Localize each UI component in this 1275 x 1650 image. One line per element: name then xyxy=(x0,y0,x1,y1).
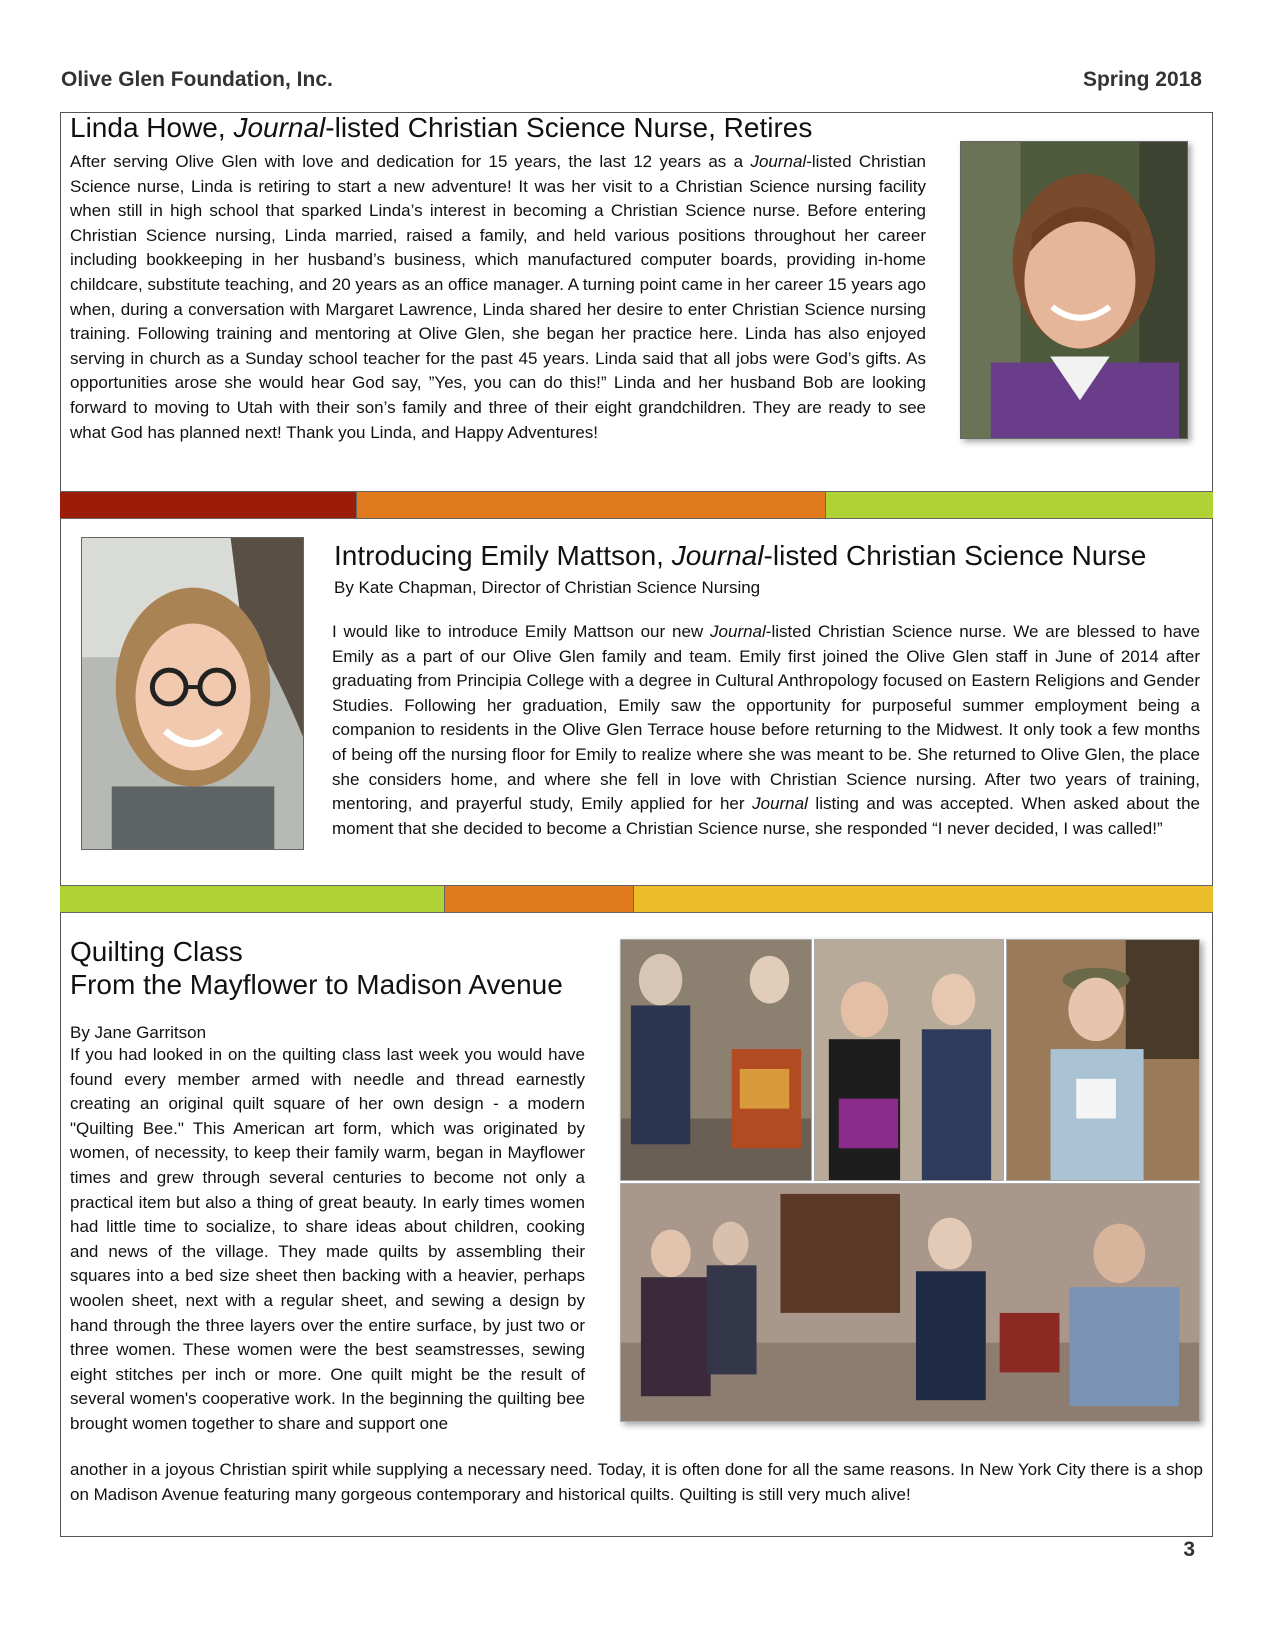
article1-title: Linda Howe, Journal-listed Christian Science Nurse, Retires xyxy=(70,112,813,143)
band-segment-orange xyxy=(357,492,825,518)
quilting-photo-4 xyxy=(620,1183,1200,1422)
page-number: 3 xyxy=(1183,1538,1195,1561)
color-band-1 xyxy=(60,491,1213,519)
quilting-class-photo-collage xyxy=(620,939,1200,1422)
band-segment-lime xyxy=(60,886,445,912)
article2-byline: By Kate Chapman, Director of Christian Science Nursing xyxy=(334,578,761,597)
quilting-photo-2 xyxy=(814,939,1004,1181)
linda-howe-photo xyxy=(960,141,1188,439)
newsletter-org-name: Olive Glen Foundation, Inc. xyxy=(61,68,333,91)
color-band-2 xyxy=(60,885,1213,913)
article3-byline: By Jane Garritson xyxy=(70,1023,207,1042)
article1-body: After serving Olive Glen with love and dedication for 15 years, the last 12 years as a Journal-listed Christian Science nurse, Linda is retiring to start a new adventure! It was her visit to a Christian Science nursing facility when still in high school that sparked Linda’s interest in becoming a Christian Science nurse. Before entering Christian Science nursing, Linda married, raised a family, and held various positions throughout her career including bookkeeping in her husband’s business, which manufactured computer boards, providing in-home childcare, substitute teaching, and 20 years as an office manager. A turning point came in her career 15 years ago when, during a conversation with Margaret Lawrence, Linda shared her desire to enter Christian Science nursing training. Following training and mentoring at Olive Glen, she began her practice here. Linda has also enjoyed serving in church as a Sunday school teacher for the past 45 years. Linda said that all jobs were God’s gifts. As opportunities arose she would hear God say, ”Yes, you can do this!” Linda and her husband Bob are looking forward to moving to Utah with their son’s family and three of their eight grandchildren. They are ready to see what God has planned next! Thank you Linda, and Happy Adventures! xyxy=(70,152,926,442)
article3-title: Quilting Class From the Mayflower to Madison Avenue xyxy=(70,936,563,1000)
article3-body-part2: another in a joyous Christian spirit while supplying a necessary need. Today, it is often done for all the same reasons. In New York City there is a shop on Madison Avenue featuring many gorgeous contemporary and historical quilts. Quilting is still very much alive! xyxy=(70,1460,1203,1504)
quilting-photo-3 xyxy=(1006,939,1200,1181)
band-segment-lime xyxy=(826,492,1213,518)
newsletter-issue-date: Spring 2018 xyxy=(1082,68,1202,91)
emily-mattson-photo xyxy=(81,537,304,850)
band-segment-dark-red xyxy=(60,492,357,518)
band-segment-orange xyxy=(445,886,634,912)
article2-title: Introducing Emily Mattson, Journal-listed Christian Science Nurse xyxy=(334,540,1147,571)
quilting-photo-1 xyxy=(620,939,812,1181)
article2-body: I would like to introduce Emily Mattson our new Journal-listed Christian Science nurse. We are blessed to have Emily as a part of our Olive Glen family and team. Emily first joined the Olive Glen staff in June of 2014 after graduating from Principia College with a degree in Cultural Anthropology focused on Eastern Religions and Gender Studies. Following her graduation, Emily saw the opportunity for purposeful summer employment being a companion to residents in the Olive Glen Terrace house before returning to the Midwest. It only took a few months of being off the nursing floor for Emily to realize where she was meant to be. She returned to Olive Glen, the place she considers home, and where she fell in love with Christian Science nursing. After two years of training, mentoring, and prayerful study, Emily applied for her Journal listing and was accepted. When asked about the moment that she decided to become a Christian Science nurse, she responded “I never decided, I was called!” xyxy=(332,622,1200,838)
band-segment-yellow xyxy=(634,886,1213,912)
article3-body-part1: If you had looked in on the quilting class last week you would have found every member armed with needle and thread earnestly creating an original quilt square of her own design - a modern "Quilting Bee." This American art form, which was originated by women, of necessity, to keep their family warm, began in Mayflower times and grew through several centuries to become not only a practical item but also a thing of great beauty. In early times women had little time to socialize, to share ideas about children, cooking and news of the village. They made quilts by assembling their squares into a bed size sheet then backing with a heavier, perhaps woolen sheet, next with a regular sheet, and sewing a design by hand through the three layers over the entire surface, by just two or three women. These women were the best seamstresses, sewing eight stitches per inch or more. One quilt might be the result of several women's cooperative work. In the beginning the quilting bee brought women together to share and support one xyxy=(70,1045,585,1433)
